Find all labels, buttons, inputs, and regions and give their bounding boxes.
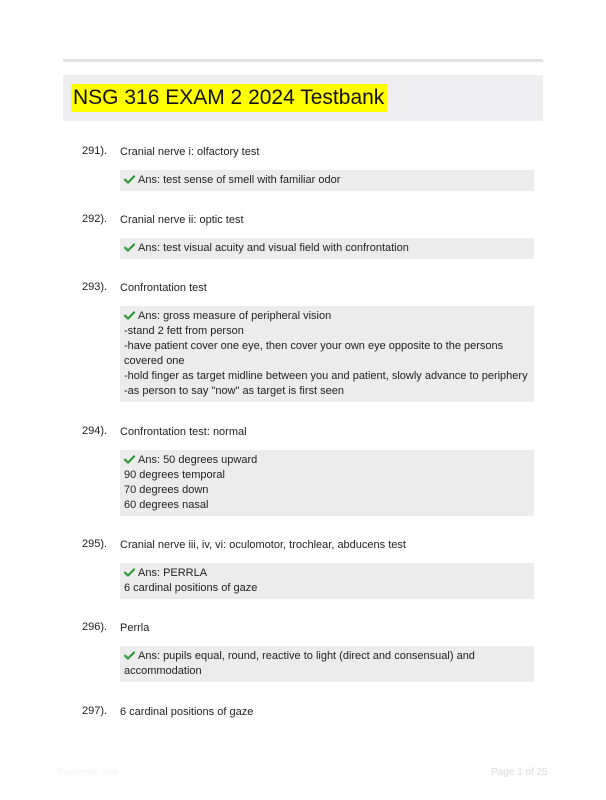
answer-line: -hold finger as target midline between you and patient, slowly advance to periphery — [124, 370, 528, 382]
answer-line — [124, 453, 529, 468]
answer-line — [124, 173, 529, 188]
answer-line: 60 degrees nasal — [124, 499, 209, 511]
question-text: 6 cardinal positions of gaze — [120, 706, 254, 718]
question-number: 292). — [82, 213, 108, 225]
answer-line — [124, 309, 529, 324]
check-icon — [124, 568, 135, 577]
answer-line: -as person to say "now" as target is first seen — [124, 385, 344, 397]
title-band — [63, 75, 543, 121]
question-text: Perrla — [120, 622, 150, 634]
answer-line — [124, 241, 529, 256]
question-text: Confrontation test: normal — [120, 426, 247, 438]
page-title: NSG 316 EXAM 2 2024 Testbank — [71, 84, 387, 112]
answer-line — [124, 649, 529, 679]
footer-watermark: Paperbtbc.com — [58, 767, 119, 777]
answer-line: 6 cardinal positions of gaze — [124, 582, 258, 594]
answer-box — [120, 563, 534, 599]
check-icon — [124, 243, 135, 252]
page-number: Page 1 of 25 — [491, 767, 548, 778]
check-icon — [124, 175, 135, 184]
answer-line — [124, 566, 529, 581]
question-number: 296). — [82, 621, 108, 633]
question-text: Cranial nerve iii, iv, vi: oculomotor, trochlear, abducens test — [120, 539, 406, 551]
answer-box — [120, 170, 534, 191]
check-icon — [124, 651, 135, 660]
question-text: Cranial nerve ii: optic test — [120, 214, 244, 226]
answer-text: Ans: PERRLA — [138, 567, 208, 579]
answer-text: Ans: 50 degrees upward — [138, 454, 258, 466]
answer-box — [120, 238, 534, 259]
answer-text: Ans: test visual acuity and visual field with confrontation — [138, 242, 409, 254]
question-number: 297). — [82, 705, 108, 717]
answer-text: Ans: test sense of smell with familiar odor — [138, 174, 341, 186]
answer-box — [120, 306, 534, 402]
answer-line: 70 degrees down — [124, 484, 209, 496]
answer-line: 90 degrees temporal — [124, 469, 225, 481]
check-icon — [124, 455, 135, 464]
question-number: 291). — [82, 145, 108, 157]
check-icon — [124, 311, 135, 320]
question-number: 295). — [82, 538, 108, 550]
question-number: 294). — [82, 425, 108, 437]
answer-line: -have patient cover one eye, then cover your own eye opposite to the persons covered one — [124, 340, 504, 367]
answer-text: Ans: pupils equal, round, reactive to light (direct and consensual) and accommodation — [124, 650, 475, 677]
answer-line: -stand 2 fett from person — [124, 325, 244, 337]
answer-text: Ans: gross measure of peripheral vision — [138, 310, 332, 322]
question-text: Confrontation test — [120, 282, 207, 294]
answer-box — [120, 646, 534, 682]
question-text: Cranial nerve i: olfactory test — [120, 146, 260, 158]
top-divider — [63, 59, 543, 62]
answer-box — [120, 450, 534, 516]
question-number: 293). — [82, 281, 108, 293]
